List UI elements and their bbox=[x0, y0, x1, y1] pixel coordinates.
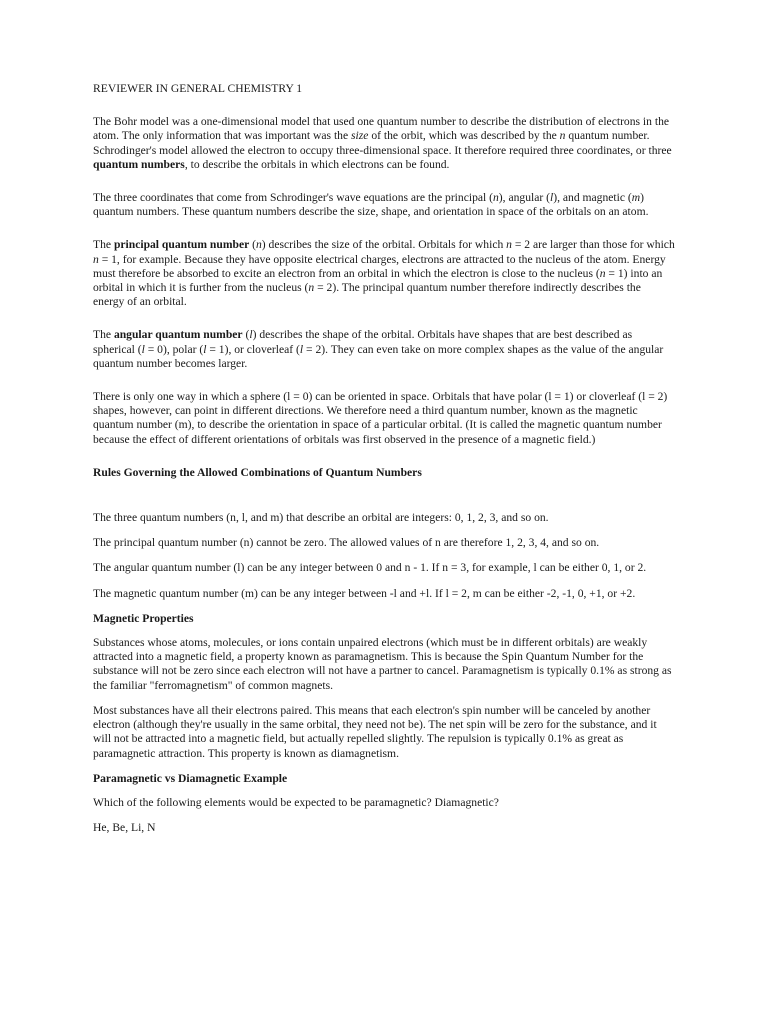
text: , to describe the orbitals in which electrons can be found. bbox=[184, 157, 450, 171]
text: = 2). The principal quantum number therefore indirectly describes the energy of an orbital. bbox=[93, 281, 641, 309]
paragraph-diamagnetism: Most substances have all their electrons paired. This means that each electron's spin number will be canceled by another electron (although they're usually in the same orbital, they need not be). The net spin will be zero for the substance, and it will not be attracted into a magnetic field, but actually repelled slightly. The repulsion is typically 0.1% as great as paramagnetic attraction. This property is known as diamagnetism. bbox=[93, 703, 657, 760]
rule-item: The principal quantum number (n) cannot be zero. The allowed values of n are therefore 1, 2, 3, 4, and so on. bbox=[93, 536, 600, 550]
text-italic: l bbox=[141, 342, 145, 356]
text-italic: n bbox=[256, 238, 262, 252]
section-heading-rules bbox=[93, 466, 675, 480]
text: = 2 are larger than those for which bbox=[511, 238, 675, 252]
text: ), and magnetic ( bbox=[553, 191, 632, 205]
text: ( bbox=[249, 238, 256, 252]
text-bold: Magnetic Properties bbox=[93, 611, 194, 625]
paragraph-magnetic-quantum-number: There is only one way in which a sphere (l = 0) can be oriented in space. Orbitals that have polar (l = 1) or cloverleaf (l = 2) shapes, however, can point in different directions. We therefore need a third quantum number, known as the magnetic quantum number (m), to describe the orientation in space of a particular orbital. (It is called the magnetic quantum number because the effect of different orientations of orbitals was first observed in the presence of a magnetic field.) bbox=[93, 390, 668, 446]
text-italic: n bbox=[308, 281, 315, 295]
text-bold: Rules Governing the Allowed Combinations of Quantum Numbers bbox=[93, 465, 422, 479]
text: ) quantum numbers. These quantum numbers describe the size, shape, and orientation in space of the orbitals on an atom. bbox=[93, 191, 649, 219]
text-italic: l bbox=[203, 342, 207, 356]
text-bold: angular quantum number bbox=[113, 328, 243, 342]
section-heading-example bbox=[93, 772, 675, 786]
text-italic: l bbox=[549, 191, 554, 205]
text-italic: n bbox=[93, 252, 99, 266]
rule-item: The magnetic quantum number (m) can be any integer between -l and +l. If l = 2, m can be either -2, -1, 0, +1, or +2. bbox=[93, 586, 636, 600]
text: ), angular ( bbox=[498, 191, 550, 205]
text-italic: l bbox=[299, 342, 304, 356]
text: The bbox=[93, 238, 114, 252]
document-page bbox=[93, 82, 675, 846]
text-italic: n bbox=[493, 191, 499, 205]
document-title: REVIEWER IN GENERAL CHEMISTRY 1 bbox=[93, 82, 303, 95]
rule-item: The angular quantum number (l) can be any integer between 0 and n - 1. If n = 3, for example, l can be either 0, 1, or 2. bbox=[93, 561, 647, 575]
text: ) describes the shape of the orbital. Orbitals have shapes that are best described as spherical ( bbox=[93, 328, 633, 356]
text: The three coordinates that come from Schrodinger's wave equations are the principal ( bbox=[93, 191, 493, 205]
paragraph-angular-quantum-number bbox=[93, 328, 675, 371]
text: ( bbox=[242, 328, 250, 342]
text: = 0), polar ( bbox=[144, 342, 204, 356]
text-bold: principal quantum number bbox=[113, 238, 250, 252]
text: The bbox=[93, 328, 114, 342]
paragraph-three-coordinates bbox=[93, 191, 675, 219]
text: The Bohr model was a one-dimensional model that used one quantum number to describe the distribution of electrons in the atom. The only information that was important was the bbox=[93, 115, 670, 143]
text: = 2). They can even take on more complex shapes as the value of the angular quantum number becomes larger. bbox=[93, 342, 664, 370]
text-italic: n bbox=[506, 238, 512, 252]
paragraph-paramagnetism: Substances whose atoms, molecules, or ions contain unpaired electrons (which must be in different orbitals) are weakly attracted into a magnetic field, a property known as paramagnetism. This is because the Spin Quantum Number for the substance will not be zero since each electron will not have a partner to cancel. Paramagnetism is typically 0.1% as strong as the familiar "ferromagnetism" of common magnets. bbox=[93, 636, 672, 692]
text-italic: m bbox=[631, 191, 641, 205]
text-italic: size bbox=[351, 129, 369, 143]
text-italic: n bbox=[559, 129, 566, 143]
text: = 1), or cloverleaf ( bbox=[206, 342, 300, 356]
example-question: Which of the following elements would be expected to be paramagnetic? Diamagnetic? bbox=[93, 795, 499, 809]
text-italic: l bbox=[249, 328, 253, 342]
text: = 1) into an orbital in which it is further from the nucleus ( bbox=[93, 266, 663, 295]
section-heading-magnetic-properties bbox=[93, 612, 675, 626]
paragraph-bohr-model bbox=[93, 115, 675, 172]
text-bold: quantum numbers bbox=[93, 157, 185, 171]
text: = 1, for example. Because they have opposite electrical charges, electrons are attracted to the nucleus of the atom. Energy must therefore be absorbed to excite an electron from an orbital in which the electron is close to the nucleus ( bbox=[93, 252, 666, 280]
text-bold: Paramagnetic vs Diamagnetic Example bbox=[93, 771, 288, 785]
text: ) describes the size of the orbital. Orbitals for which bbox=[261, 238, 507, 252]
rule-item: The three quantum numbers (n, l, and m) that describe an orbital are integers: 0, 1, 2, 3, and so on. bbox=[93, 511, 549, 525]
text: of the orbit, which was described by the bbox=[368, 129, 560, 143]
text: quantum number. Schrodinger's model allowed the electron to occupy three-dimensional space. It therefore required three coordinates, or three bbox=[93, 129, 672, 157]
text-italic: n bbox=[599, 266, 606, 280]
example-elements: He, Be, Li, N bbox=[93, 821, 156, 835]
paragraph-principal-quantum-number bbox=[93, 238, 675, 309]
